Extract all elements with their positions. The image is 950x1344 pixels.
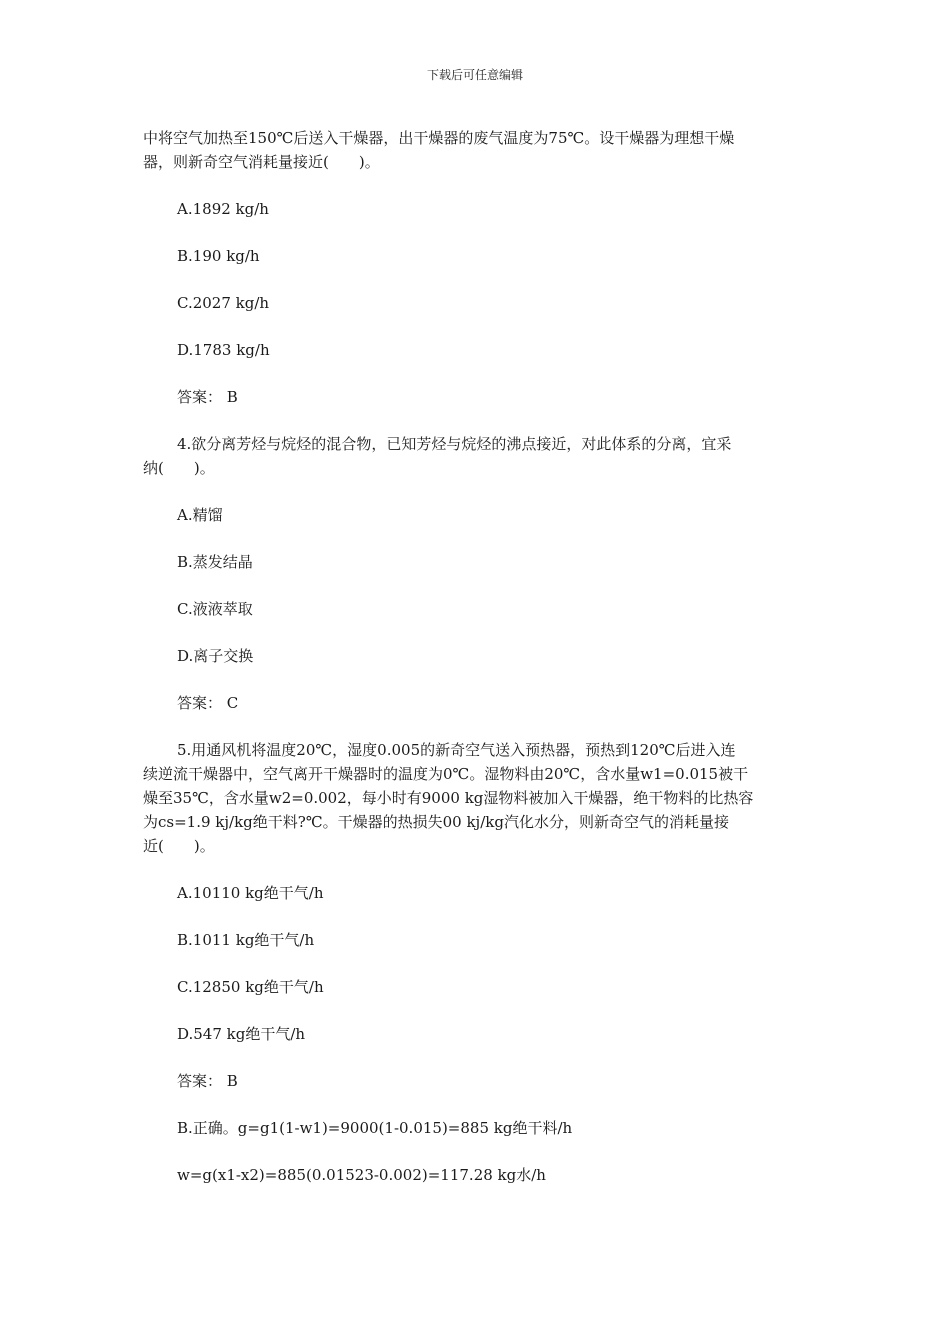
document-body [143, 126, 808, 1187]
question-stem-line: 续逆流干燥器中，空气离开干燥器时的温度为0℃。湿物料由20℃，含水量w1=0.015被干 [143, 765, 749, 783]
option-c: C.2027 kg/h [177, 294, 270, 312]
option-a: A.10110 kg绝干气/h [177, 884, 324, 902]
question-stem-line: 器，则新奇空气消耗量接近( )。 [143, 153, 380, 171]
explanation-line: w=g(x1-x2)=885(0.01523-0.002)=117.28 kg水/h [177, 1166, 546, 1184]
answer: 答案： B [177, 1072, 238, 1090]
option-c: C.液液萃取 [177, 600, 253, 618]
option-b: B.190 kg/h [177, 247, 260, 265]
option-a: A.1892 kg/h [177, 200, 269, 218]
question-4 [143, 432, 808, 738]
question-stem-line: 燥至35℃，含水量w2=0.002，每小时有9000 kg湿物料被加入干燥器，绝干物料的比热容 [143, 789, 754, 807]
option-c: C.12850 kg绝干气/h [177, 978, 324, 996]
answer: 答案： C [177, 694, 239, 712]
question-stem-line: 5.用通风机将温度20℃，湿度0.005的新奇空气送入预热器，预热到120℃后进入连 [177, 741, 736, 759]
question-5 [143, 738, 808, 1187]
question-stem-line: 为cs=1.9 kj/kg绝干料?℃。干燥器的热损失00 kj/kg汽化水分，则新奇空气的消耗量接 [143, 813, 729, 831]
option-d: D.1783 kg/h [177, 341, 270, 359]
question-stem-line: 近( )。 [143, 837, 215, 855]
explanation-line: B.正确。g=g1(1-w1)=9000(1-0.015)=885 kg绝干料/h [177, 1119, 573, 1137]
option-d: D.547 kg绝干气/h [177, 1025, 306, 1043]
question-stem-line: 纳( )。 [143, 459, 215, 477]
option-a: A.精馏 [177, 506, 223, 524]
option-d: D.离子交换 [177, 647, 254, 665]
answer: 答案： B [177, 388, 238, 406]
page-header: 下载后可任意编辑 [426, 68, 523, 82]
option-b: B.蒸发结晶 [177, 553, 253, 571]
option-b: B.1011 kg绝干气/h [177, 931, 315, 949]
question-3 [143, 126, 808, 432]
question-stem-line: 4.欲分离芳烃与烷烃的混合物，已知芳烃与烷烃的沸点接近，对此体系的分离，宜采 [177, 435, 732, 453]
question-stem-line: 中将空气加热至150℃后送入干燥器，出干燥器的废气温度为75℃。设干燥器为理想干燥 [143, 129, 735, 147]
